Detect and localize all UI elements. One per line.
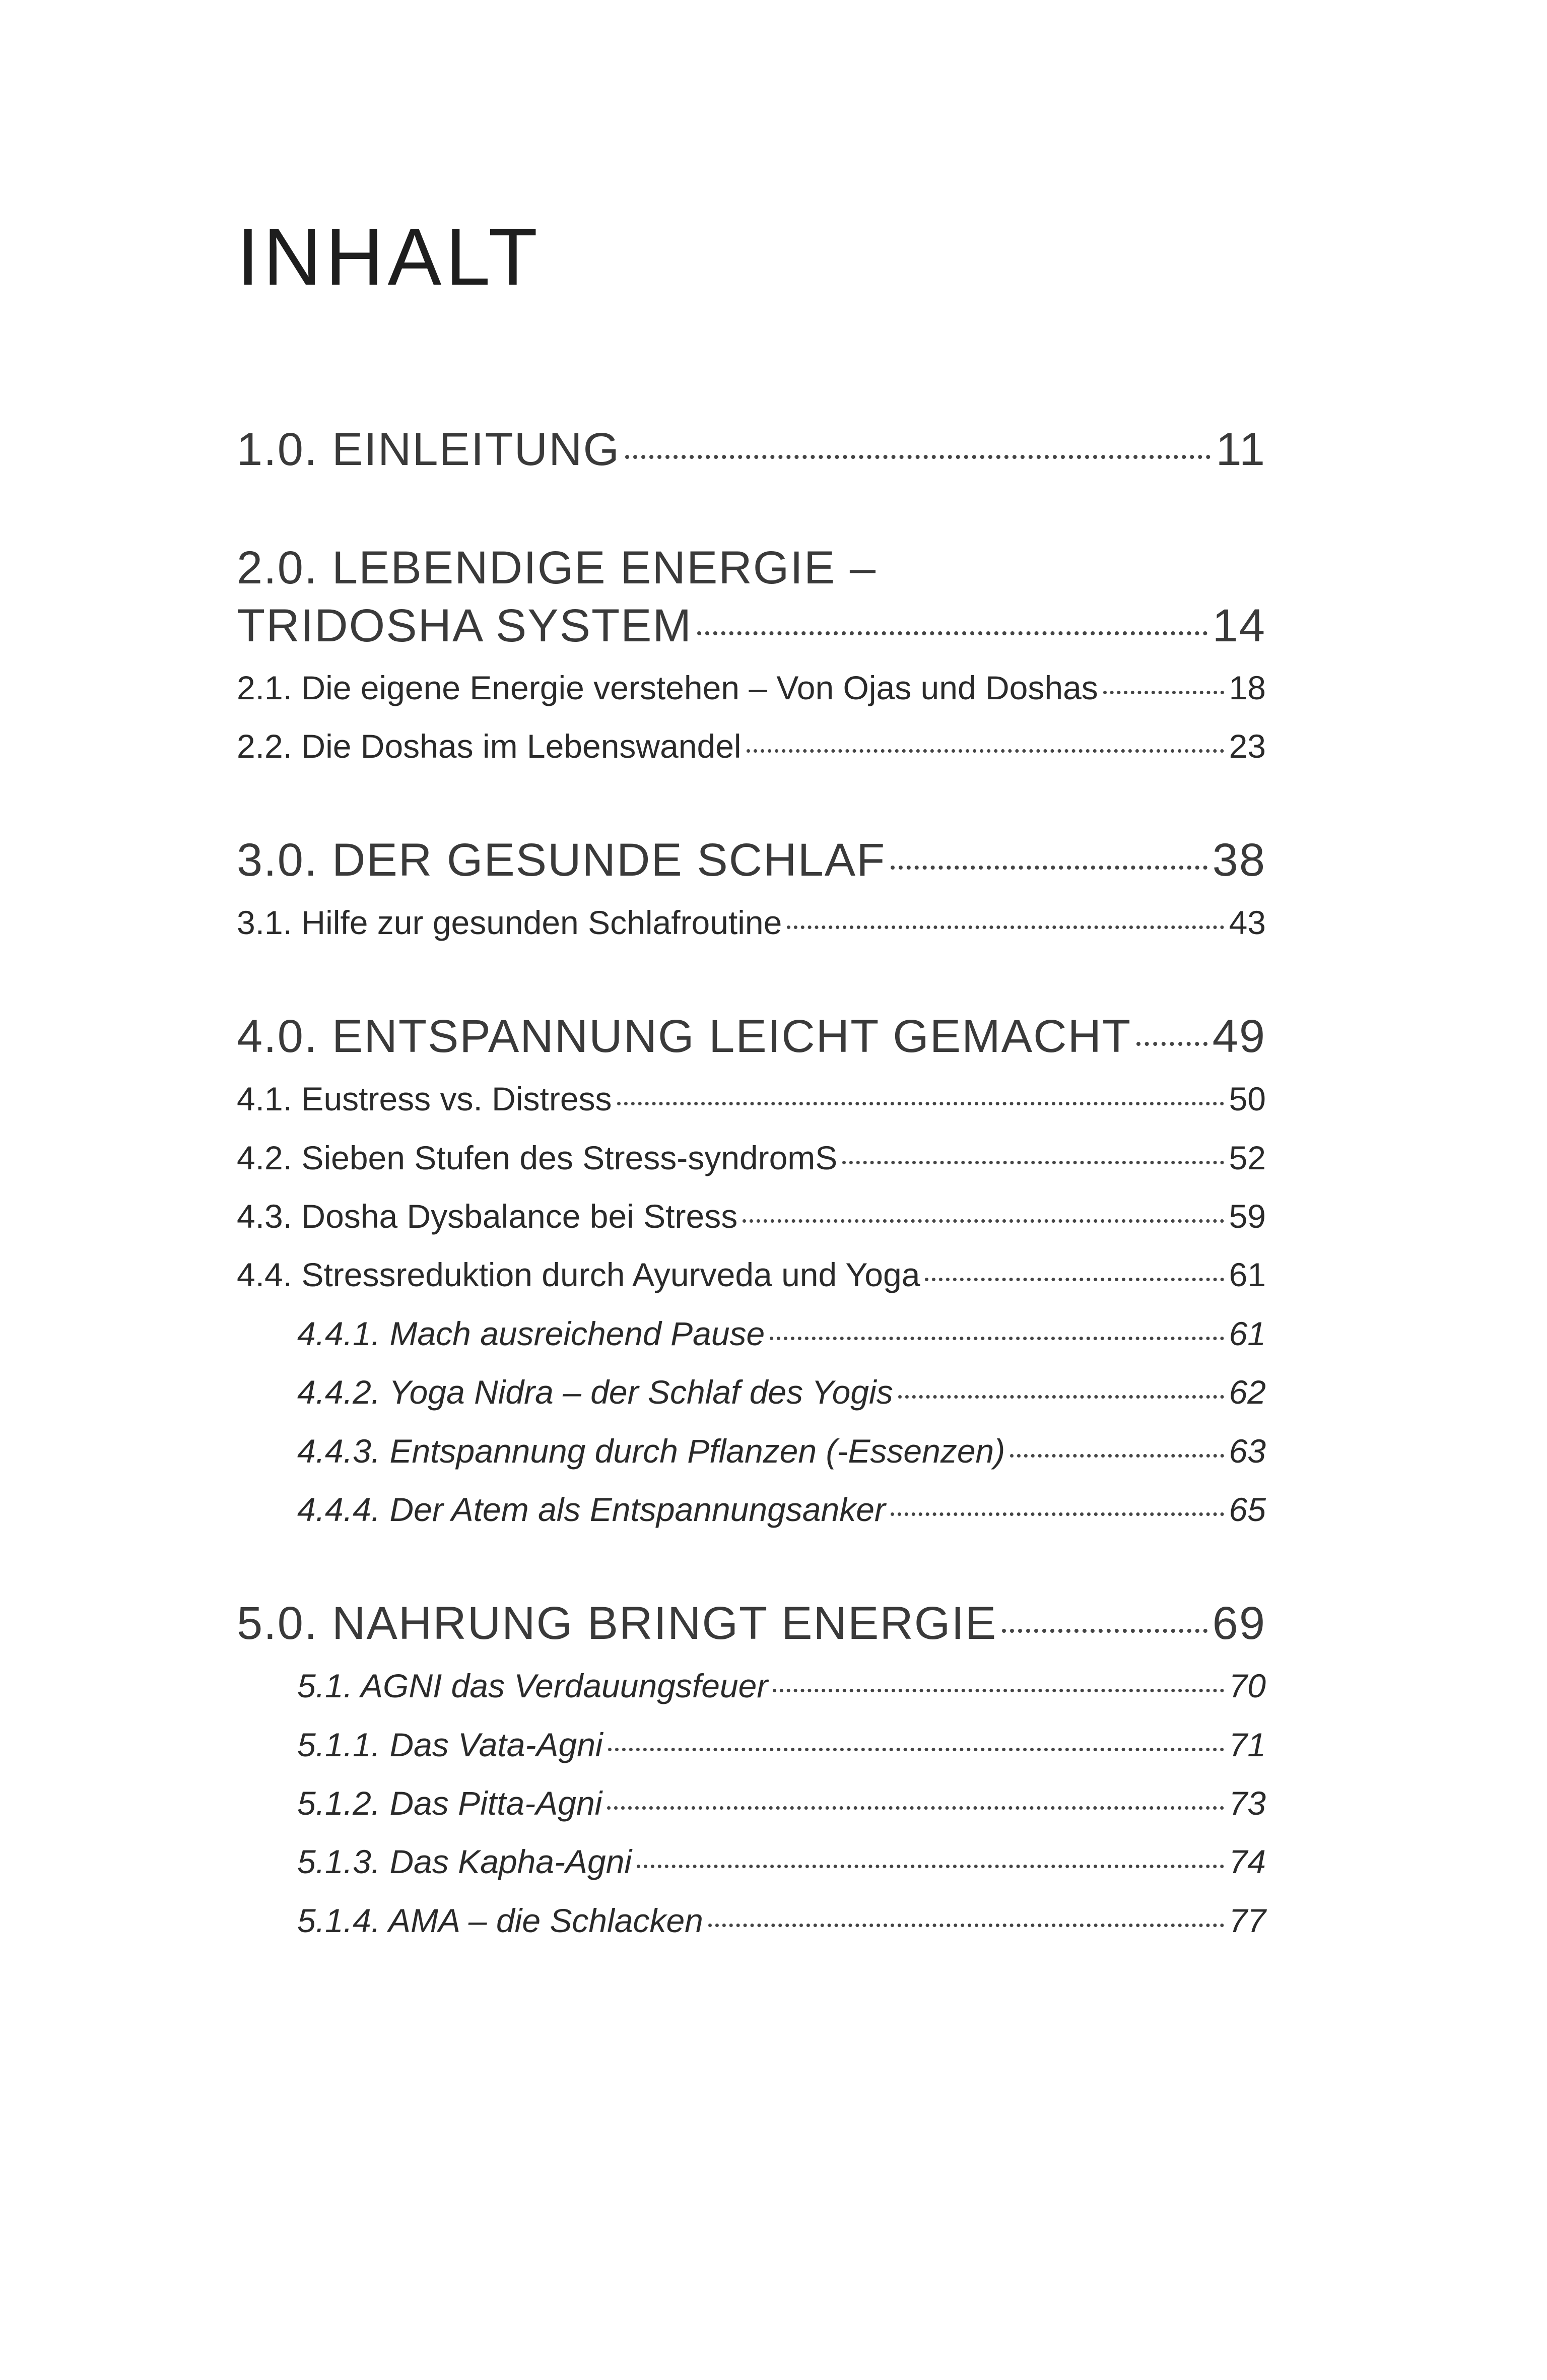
- toc-entry-4-4-4[interactable]: [297, 1490, 1266, 1529]
- toc-entry-3-0[interactable]: [237, 834, 1266, 887]
- toc-entry-title: 4.4.3. Entspannung durch Pflanzen (-Essenzen): [297, 1432, 1005, 1470]
- toc-leader-dots: [891, 1512, 1224, 1516]
- toc-entry-5-1-1[interactable]: [297, 1726, 1266, 1764]
- toc-page-number: 61: [1229, 1256, 1266, 1293]
- toc-entry-title: 5.0. NAHRUNG BRINGT ENERGIE: [237, 1598, 997, 1649]
- toc-leader-dots: [891, 866, 1207, 870]
- toc-leader-dots: [898, 1395, 1224, 1399]
- toc-entry-4-1[interactable]: [237, 1080, 1266, 1118]
- toc-entry-title: 5.1.2. Das Pitta-Agni: [297, 1784, 602, 1822]
- toc-page-number: 77: [1229, 1902, 1266, 1939]
- toc-leader-dots: [770, 1337, 1224, 1340]
- toc-entry-4-4-1[interactable]: [297, 1314, 1266, 1353]
- toc-entry-title: 2.1. Die eigene Energie verstehen – Von Ojas und Doshas: [237, 669, 1098, 706]
- toc-page-number: 63: [1229, 1432, 1266, 1470]
- toc-entry-title: 3.1. Hilfe zur gesunden Schlafroutine: [237, 904, 782, 941]
- toc-leader-dots: [1010, 1454, 1224, 1458]
- toc-leader-dots: [607, 1806, 1224, 1810]
- toc-leader-dots: [1002, 1629, 1207, 1633]
- toc-entry-5-0[interactable]: [237, 1597, 1266, 1650]
- toc-page-number: 50: [1229, 1080, 1266, 1117]
- page-title: INHALT: [237, 212, 542, 302]
- toc-entry-5-1-4[interactable]: [297, 1901, 1266, 1940]
- toc-entry-2-2[interactable]: [237, 727, 1266, 765]
- toc-entry-5-1-2[interactable]: [297, 1784, 1266, 1822]
- toc-page-number: 61: [1229, 1315, 1266, 1352]
- toc-entry-3-1[interactable]: [237, 903, 1266, 942]
- toc-entry-4-2[interactable]: [237, 1139, 1266, 1177]
- toc-leader-dots: [842, 1161, 1224, 1164]
- toc-leader-dots: [747, 749, 1224, 753]
- toc-entry-title: 4.2. Sieben Stufen des Stress-syndromS: [237, 1139, 838, 1176]
- toc-leader-dots: [608, 1748, 1224, 1751]
- toc-page-number: 69: [1212, 1598, 1266, 1649]
- toc-page-number: 59: [1229, 1198, 1266, 1235]
- toc-entry-4-4-2[interactable]: [297, 1373, 1266, 1411]
- toc-page-number: 23: [1229, 728, 1266, 765]
- toc-leader-dots: [773, 1689, 1224, 1692]
- toc-page-number: 62: [1229, 1373, 1266, 1411]
- toc-page-number: 43: [1229, 904, 1266, 941]
- toc-entry-title: 1.0. EINLEITUNG: [237, 424, 621, 475]
- toc-entry-title: 5.1. AGNI das Verdauungsfeuer: [297, 1667, 768, 1704]
- toc-page-number: 70: [1229, 1667, 1266, 1704]
- toc-page-number: 71: [1229, 1726, 1266, 1763]
- toc-page-number: 14: [1212, 600, 1266, 651]
- toc-page-number: 65: [1229, 1491, 1266, 1528]
- toc-entry-1-0[interactable]: [237, 423, 1266, 476]
- toc-entry-5-1[interactable]: [297, 1667, 1266, 1705]
- toc-leader-dots: [617, 1102, 1224, 1105]
- toc-leader-dots: [787, 925, 1224, 929]
- toc-page-number: 73: [1229, 1784, 1266, 1822]
- toc-entry-title: 2.2. Die Doshas im Lebenswandel: [237, 728, 742, 765]
- toc-leader-dots: [1136, 1042, 1207, 1046]
- toc-page-number: 52: [1229, 1139, 1266, 1176]
- toc-leader-dots: [697, 631, 1207, 635]
- toc-entry-2-1[interactable]: [237, 669, 1266, 707]
- toc-entry-title: 4.0. ENTSPANNUNG LEICHT GEMACHT: [237, 1011, 1132, 1062]
- toc-entry-title: TRIDOSHA SYSTEM: [237, 600, 693, 651]
- toc-entry-title: 5.1.1. Das Vata-Agni: [297, 1726, 603, 1763]
- toc-entry-title: 3.0. DER GESUNDE SCHLAF: [237, 834, 886, 886]
- toc-entry-title: 5.1.3. Das Kapha-Agni: [297, 1843, 632, 1880]
- toc-entry-2-0[interactable]: [237, 600, 1266, 652]
- toc-entry-5-1-3[interactable]: [297, 1842, 1266, 1881]
- toc-entry-2-0-line1: 2.0. LEBENDIGE ENERGIE –: [237, 542, 877, 593]
- toc-leader-dots: [1103, 691, 1224, 694]
- toc-page-number: 38: [1212, 834, 1266, 886]
- toc-entry-4-3[interactable]: [237, 1197, 1266, 1235]
- toc-entry-title: 4.4.2. Yoga Nidra – der Schlaf des Yogis: [297, 1373, 893, 1411]
- toc-page-number: 18: [1229, 669, 1266, 706]
- toc-leader-dots: [637, 1865, 1224, 1868]
- toc-page-number: 11: [1216, 424, 1266, 475]
- toc-entry-title: 4.3. Dosha Dysbalance bei Stress: [237, 1198, 738, 1235]
- toc-leader-dots: [925, 1278, 1224, 1281]
- toc-entry-title: 4.4. Stressreduktion durch Ayurveda und Yoga: [237, 1256, 920, 1293]
- toc-leader-dots: [708, 1924, 1224, 1927]
- toc-entry-4-4[interactable]: [237, 1255, 1266, 1294]
- toc-entry-title: 5.1.4. AMA – die Schlacken: [297, 1902, 703, 1939]
- toc-leader-dots: [743, 1219, 1224, 1223]
- toc-page-number: 74: [1229, 1843, 1266, 1880]
- toc-entry-4-4-3[interactable]: [297, 1432, 1266, 1470]
- toc-entry-title: 4.4.1. Mach ausreichend Pause: [297, 1315, 765, 1352]
- toc-page-number: 49: [1212, 1011, 1266, 1062]
- toc-entry-4-0[interactable]: [237, 1010, 1266, 1063]
- toc-leader-dots: [625, 455, 1210, 459]
- toc-entry-title: 4.4.4. Der Atem als Entspannungsanker: [297, 1491, 886, 1528]
- toc-entry-title: 4.1. Eustress vs. Distress: [237, 1080, 612, 1117]
